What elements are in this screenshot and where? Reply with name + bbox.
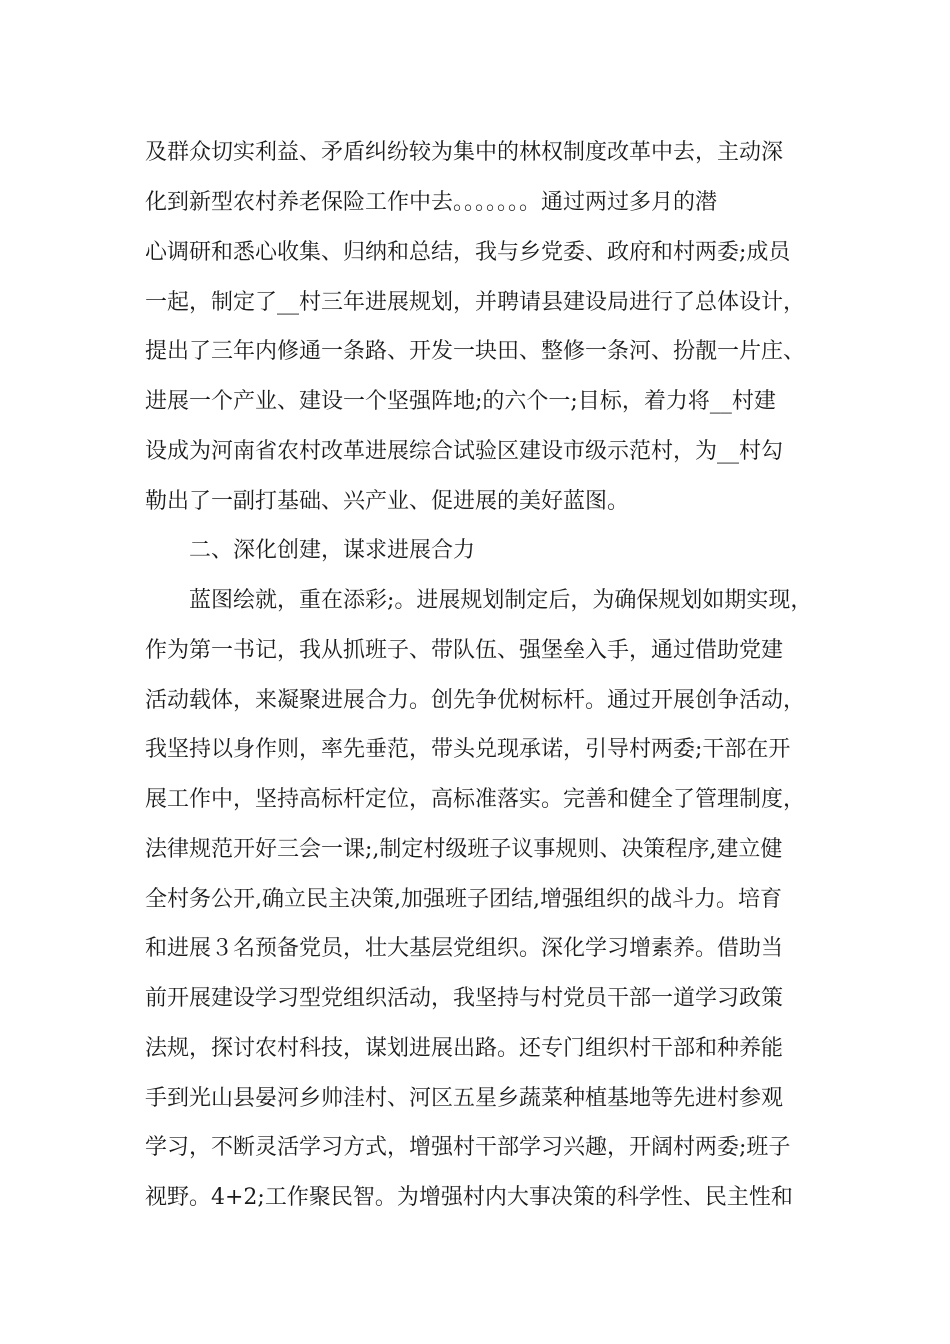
paragraph-line: 全村务公开,确立民主决策,加强班子团结,增强组织的战斗力。培育 — [145, 887, 782, 912]
paragraph-line: 心调研和悉心收集、归纳和总结，我与乡党委、政府和村两委;成员 — [145, 240, 791, 265]
paragraph-line: 法律规范开好三会一课;,制定村级班子议事规则、决策程序,建立健 — [145, 837, 783, 862]
paragraph-line: 法规，探讨农村科技，谋划进展出路。还专门组织村干部和种养能 — [145, 1036, 784, 1061]
paragraph-line: 和进展３名预备党员，壮大基层党组织。深化学习增素养。借助当 — [145, 936, 784, 961]
paragraph-line: 我坚持以身作则，率先垂范，带头兑现承诺，引导村两委;干部在开 — [145, 737, 791, 762]
paragraph-line: 蓝图绘就，重在添彩;。进展规划制定后，为确保规划如期实现， — [189, 588, 813, 613]
paragraph-line: 及群众切实利益、矛盾纠纷较为集中的林权制度改革中去，主动深 — [145, 140, 784, 165]
section-heading: 二、深化创建，谋求进展合力 — [189, 538, 476, 563]
paragraph-line: 提出了三年内修通一条路、开发一块田、整修一条河、扮靓一片庄、 — [145, 339, 806, 364]
paragraph-line: 活动载体，来凝聚进展合力。创先争优树标杆。通过开展创争活动， — [145, 688, 806, 713]
paragraph-line: 前开展建设学习型党组织活动，我坚持与村党员干部一道学习政策 — [145, 986, 784, 1011]
paragraph-line: 进展一个产业、建设一个坚强阵地;的六个一;目标，着力将__村建 — [145, 389, 776, 414]
paragraph-line: 作为第一书记，我从抓班子、带队伍、强堡垒入手，通过借助党建 — [145, 638, 784, 663]
paragraph-line: 学习，不断灵活学习方式，增强村干部学习兴趣，开阔村两委;班子 — [145, 1135, 791, 1160]
paragraph-line: 设成为河南省农村改革进展综合试验区建设市级示范村，为__村勾 — [145, 439, 784, 464]
paragraph-line: 手到光山县晏河乡帅洼村、河区五星乡蔬菜种植基地等先进村参观 — [145, 1086, 784, 1111]
paragraph-line: 一起，制定了__村三年进展规划，并聘请县建设局进行了总体设计， — [145, 290, 806, 315]
paragraph-line: 展工作中，坚持高标杆定位，高标准落实。完善和健全了管理制度， — [145, 787, 806, 812]
paragraph-line: 勒出了一副打基础、兴产业、促进展的美好蓝图。 — [145, 489, 630, 514]
paragraph-line: 化到新型农村养老保险工作中去。。。。。。。通过两过多月的潜 — [145, 190, 718, 215]
paragraph-line: 视野。4+2;工作聚民智。为增强村内大事决策的科学性、民主性和 — [145, 1185, 793, 1210]
